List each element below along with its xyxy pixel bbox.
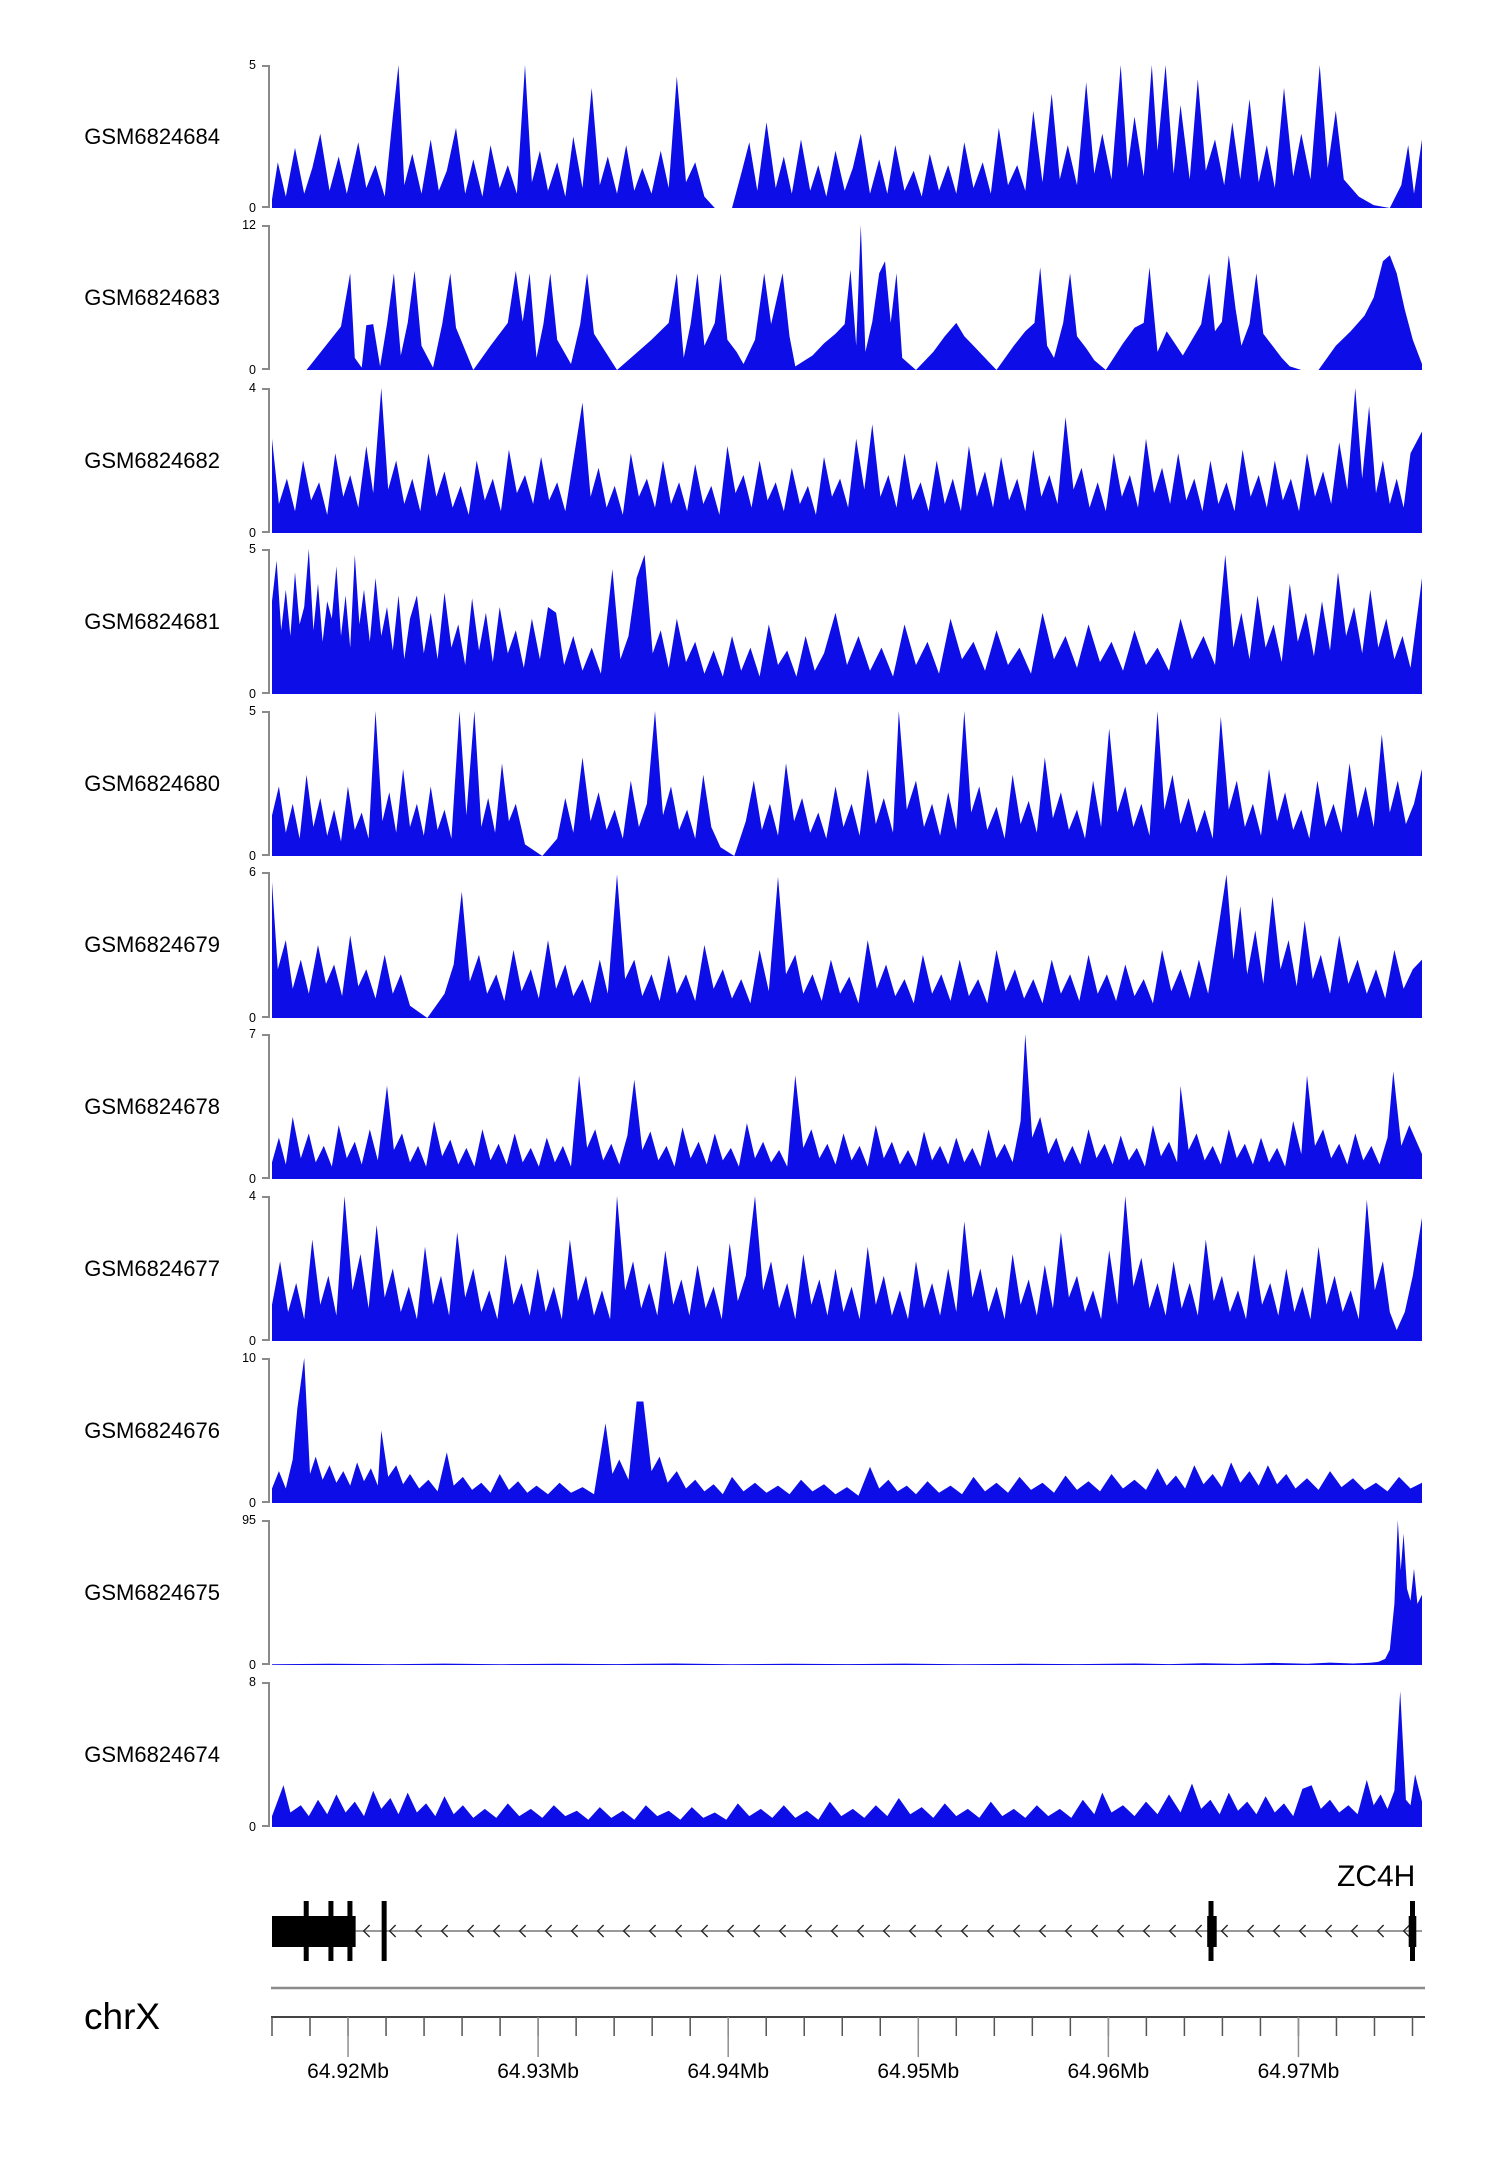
strand-arrow-left-icon: [598, 1925, 604, 1937]
y-axis-max-label: 4: [249, 381, 256, 395]
strand-arrow-left-icon: [910, 1925, 916, 1937]
y-axis-max-label: 5: [249, 704, 256, 718]
strand-arrow-left-icon: [676, 1925, 682, 1937]
track-label: GSM6824677: [84, 1255, 220, 1281]
y-axis-zero-label: 0: [249, 1496, 256, 1510]
strand-arrow-left-icon: [832, 1925, 838, 1937]
track-label: GSM6824675: [84, 1579, 220, 1605]
strand-arrow-left-icon: [416, 1925, 422, 1937]
exon-bar: [347, 1901, 352, 1961]
track-label: GSM6824674: [84, 1741, 220, 1767]
y-axis-zero-label: 0: [249, 526, 256, 540]
y-axis-max-label: 7: [249, 1027, 256, 1041]
y-axis-zero-label: 0: [249, 687, 256, 701]
strand-arrow-left-icon: [780, 1925, 786, 1937]
strand-arrow-left-icon: [702, 1925, 708, 1937]
y-axis-zero-label: 0: [249, 363, 256, 377]
axis-tick-label: 64.93Mb: [497, 2060, 579, 2083]
strand-arrow-left-icon: [1274, 1925, 1280, 1937]
y-axis-bracket: [262, 1358, 270, 1503]
signal-area: [272, 388, 1422, 533]
strand-arrow-left-icon: [1222, 1925, 1228, 1937]
chromosome-label: chrX: [84, 1996, 161, 2037]
strand-arrow-left-icon: [1040, 1925, 1046, 1937]
strand-arrow-left-icon: [806, 1925, 812, 1937]
y-axis-bracket: [262, 1196, 270, 1341]
track-label: GSM6824681: [84, 608, 220, 634]
exon-bar: [382, 1901, 387, 1961]
signal-area: [272, 1358, 1422, 1503]
y-axis-zero-label: 0: [249, 1172, 256, 1186]
y-axis-max-label: 5: [249, 542, 256, 556]
y-axis-bracket: [262, 711, 270, 856]
gene-name-label: ZC4H: [1337, 1860, 1416, 1893]
axis-tick-label: 64.94Mb: [687, 2060, 770, 2083]
signal-area: [272, 711, 1422, 856]
strand-arrow-left-icon: [1300, 1925, 1306, 1937]
strand-arrow-left-icon: [858, 1925, 864, 1937]
y-axis-max-label: 12: [242, 218, 256, 232]
strand-arrow-left-icon: [1014, 1925, 1020, 1937]
y-axis-max-label: 10: [242, 1351, 256, 1365]
strand-arrow-left-icon: [546, 1925, 552, 1937]
y-axis-max-label: 5: [249, 58, 256, 72]
y-axis-max-label: 6: [249, 865, 256, 879]
y-axis-zero-label: 0: [249, 1011, 256, 1025]
y-axis-bracket: [262, 225, 270, 370]
track-label: GSM6824679: [84, 932, 220, 957]
strand-arrow-left-icon: [1144, 1925, 1150, 1937]
strand-arrow-left-icon: [364, 1925, 370, 1937]
y-axis-bracket: [262, 1034, 270, 1179]
strand-arrow-left-icon: [468, 1925, 474, 1937]
y-axis-zero-label: 0: [249, 849, 256, 863]
y-axis-bracket: [262, 872, 270, 1018]
axis-tick-label: 64.96Mb: [1067, 2060, 1150, 2083]
exon-box: [1409, 1916, 1417, 1947]
strand-arrow-left-icon: [1118, 1925, 1124, 1937]
signal-area: [272, 1520, 1422, 1665]
signal-area: [272, 1682, 1422, 1827]
strand-arrow-left-icon: [442, 1925, 448, 1937]
strand-arrow-left-icon: [1170, 1925, 1176, 1937]
y-axis-bracket: [262, 1520, 270, 1665]
y-axis-bracket: [262, 388, 270, 533]
strand-arrow-left-icon: [754, 1925, 760, 1937]
y-axis-bracket: [262, 65, 270, 208]
exon-bar: [1410, 1901, 1415, 1961]
exon-box: [272, 1916, 356, 1947]
track-label: GSM6824684: [84, 123, 220, 149]
strand-arrow-left-icon: [1352, 1925, 1358, 1937]
y-axis-zero-label: 0: [249, 1820, 256, 1834]
exon-bar: [1209, 1901, 1214, 1961]
strand-arrow-left-icon: [494, 1925, 500, 1937]
y-axis-max-label: 4: [249, 1189, 256, 1203]
y-axis-zero-label: 0: [249, 201, 256, 215]
y-axis-zero-label: 0: [249, 1334, 256, 1348]
strand-arrow-left-icon: [1248, 1925, 1254, 1937]
strand-arrow-left-icon: [962, 1925, 968, 1937]
strand-arrow-left-icon: [1378, 1925, 1384, 1937]
track-label: GSM6824683: [84, 284, 220, 310]
y-axis-max-label: 95: [242, 1513, 256, 1527]
signal-area: [272, 65, 1422, 208]
strand-arrow-left-icon: [1326, 1925, 1332, 1937]
strand-arrow-left-icon: [624, 1925, 630, 1937]
signal-area: [272, 549, 1422, 694]
track-label: GSM6824680: [84, 770, 220, 796]
exon-bar: [328, 1901, 333, 1961]
exon-bar: [304, 1901, 309, 1961]
signal-area: [272, 225, 1422, 370]
y-axis-bracket: [262, 549, 270, 694]
signal-area: [272, 1196, 1422, 1341]
axis-tick-label: 64.92Mb: [307, 2060, 389, 2083]
exon-box: [1207, 1916, 1217, 1947]
axis-tick-label: 64.97Mb: [1257, 2060, 1340, 2083]
y-axis-zero-label: 0: [249, 1658, 256, 1672]
strand-arrow-left-icon: [390, 1925, 396, 1937]
strand-arrow-left-icon: [1066, 1925, 1072, 1937]
track-label: GSM6824682: [84, 447, 220, 473]
track-label: GSM6824676: [84, 1417, 220, 1443]
strand-arrow-left-icon: [884, 1925, 890, 1937]
signal-area: [272, 872, 1422, 1018]
strand-arrow-left-icon: [988, 1925, 994, 1937]
strand-arrow-left-icon: [1404, 1925, 1410, 1937]
y-axis-bracket: [262, 1682, 270, 1827]
signal-area: [272, 1034, 1422, 1179]
strand-arrow-left-icon: [520, 1925, 526, 1937]
axis-tick-label: 64.95Mb: [877, 2060, 960, 2083]
strand-arrow-left-icon: [1092, 1925, 1098, 1937]
strand-arrow-left-icon: [650, 1925, 656, 1937]
strand-arrow-left-icon: [728, 1925, 734, 1937]
strand-arrow-left-icon: [572, 1925, 578, 1937]
strand-arrow-left-icon: [936, 1925, 942, 1937]
y-axis-max-label: 8: [249, 1675, 256, 1689]
track-label: GSM6824678: [84, 1093, 220, 1119]
strand-arrow-left-icon: [1196, 1925, 1202, 1937]
